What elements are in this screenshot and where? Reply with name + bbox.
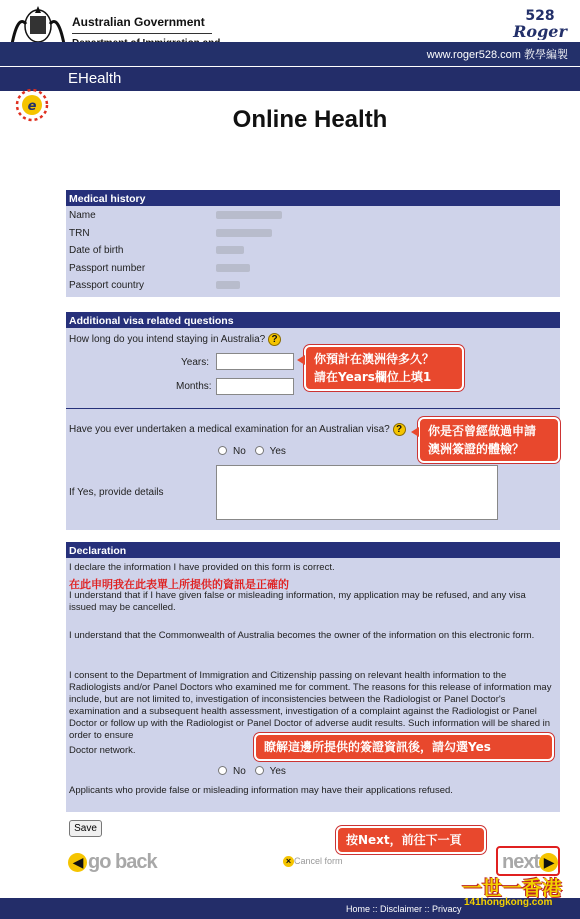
help-icon[interactable]: ?	[393, 423, 406, 436]
stay-question-text: How long do you intend staying in Australia?	[69, 334, 266, 346]
next-label: next	[502, 851, 540, 873]
name-value	[216, 211, 282, 219]
declaration-ownership: I understand that the Commonwealth of Australia becomes the owner of the information on this electronic form.	[69, 630, 535, 641]
declaration-correct: I declare the information I have provided on this form is correct.	[69, 562, 335, 573]
callout-years	[304, 345, 464, 391]
exam-question	[69, 423, 406, 436]
cancel-form-button[interactable]	[283, 856, 343, 867]
declaration-warning: Applicants who provide false or misleading information may have their applications refused.	[69, 785, 453, 796]
section-heading: Additional visa related questions	[66, 312, 560, 328]
close-icon: ×	[283, 856, 294, 867]
header-divider	[72, 33, 212, 34]
footer-links[interactable]: Home :: Disclaimer :: Privacy	[346, 904, 462, 914]
watermark-site: 141hongkong.com	[464, 897, 553, 908]
section-heading: Declaration	[66, 542, 560, 558]
callout-exam	[418, 417, 560, 463]
exam-radio-group	[218, 446, 292, 457]
callout-exam-line2: 澳洲簽證的體檢？	[428, 442, 525, 456]
dob-label: Date of birth	[69, 245, 124, 256]
trn-label: TRN	[69, 228, 90, 239]
medical-history-panel	[66, 190, 560, 297]
help-icon[interactable]: ?	[268, 333, 281, 346]
declaration-misleading: I understand that if I have given false or misleading information, my application may be refused, and any visa issued may be cancelled.	[69, 590, 526, 613]
callout-years-line2: 請在Years欄位上填1	[314, 370, 432, 384]
arrow-right-icon: ▶	[539, 853, 558, 872]
declaration-no-label: No	[233, 766, 246, 777]
exam-no-radio[interactable]	[218, 446, 227, 455]
details-label: If Yes, provide details	[69, 487, 164, 498]
section-heading: Medical history	[66, 190, 560, 206]
section-divider	[66, 408, 560, 409]
next-button[interactable]	[502, 851, 558, 874]
declaration-annotation: 在此申明我在此表單上所提供的資訊是正確的	[69, 578, 289, 591]
callout-yes	[254, 733, 554, 761]
government-title: Australian Government	[72, 15, 205, 29]
page-title: Online Health	[232, 106, 388, 133]
years-label: Years:	[181, 357, 209, 368]
watermark-logo: 一世一香港	[462, 876, 562, 900]
roger-logo-icon	[510, 6, 570, 40]
months-label: Months:	[176, 381, 212, 392]
stay-question	[69, 333, 281, 346]
svg-text:Roger: Roger	[513, 22, 567, 40]
passport-country-label: Passport country	[69, 280, 145, 291]
name-label: Name	[69, 210, 96, 221]
declaration-consent-end: Doctor network.	[69, 745, 136, 756]
declaration-yes-radio[interactable]	[255, 766, 264, 775]
exam-yes-label: Yes	[269, 446, 286, 457]
app-bar	[0, 67, 580, 91]
passport-country-value	[216, 281, 240, 289]
callout-next	[336, 826, 486, 854]
svg-text:528: 528	[525, 8, 555, 24]
trn-value	[216, 229, 272, 237]
dob-value	[216, 246, 244, 254]
go-back-button[interactable]	[68, 851, 157, 874]
save-button[interactable]: Save	[69, 820, 102, 837]
exam-yes-radio[interactable]	[255, 446, 264, 455]
declaration-no-radio[interactable]	[218, 766, 227, 775]
passport-number-label: Passport number	[69, 263, 146, 274]
callout-exam-line1: 你是否曾經做過申請	[428, 424, 537, 438]
roger-url: www.roger528.com 教學編製	[423, 45, 572, 63]
app-title: EHealth	[68, 70, 122, 87]
arrow-left-icon: ◀	[68, 853, 87, 872]
exam-question-text: Have you ever undertaken a medical examination for an Australian visa?	[69, 424, 390, 436]
callout-yes-text: 瞭解這邊所提供的簽證資訊後，請勾選Yes	[264, 740, 491, 754]
details-textarea[interactable]	[216, 465, 498, 520]
callout-next-text: 按Next，前往下一頁	[346, 833, 462, 847]
years-input[interactable]	[216, 353, 294, 370]
declaration-yes-label: Yes	[269, 766, 286, 777]
svg-text:e: e	[27, 99, 37, 114]
declaration-radio-group	[218, 766, 292, 777]
go-back-label: go back	[88, 851, 157, 873]
exam-no-label: No	[233, 446, 246, 457]
passport-number-value	[216, 264, 250, 272]
cancel-form-label: Cancel form	[294, 856, 343, 866]
months-input[interactable]	[216, 378, 294, 395]
declaration-consent: I consent to the Department of Immigration and Citizenship passing on relevant health information to the Radiologists and/or Panel Doctors who examined me for comment. The reasons for this release of information may include, but are not limited to, investigation of inconsistencies between the Radiologist or Panel Doctor's examination and a subsequent health assessment, investigation of a complaint against the Radiologist or Panel Doctor or follow up with the Radiologist or Panel Doctor of adverse audit results. Such information will be shared in order to ensure	[69, 670, 552, 741]
callout-years-line1: 你預計在澳洲待多久？	[314, 352, 435, 366]
